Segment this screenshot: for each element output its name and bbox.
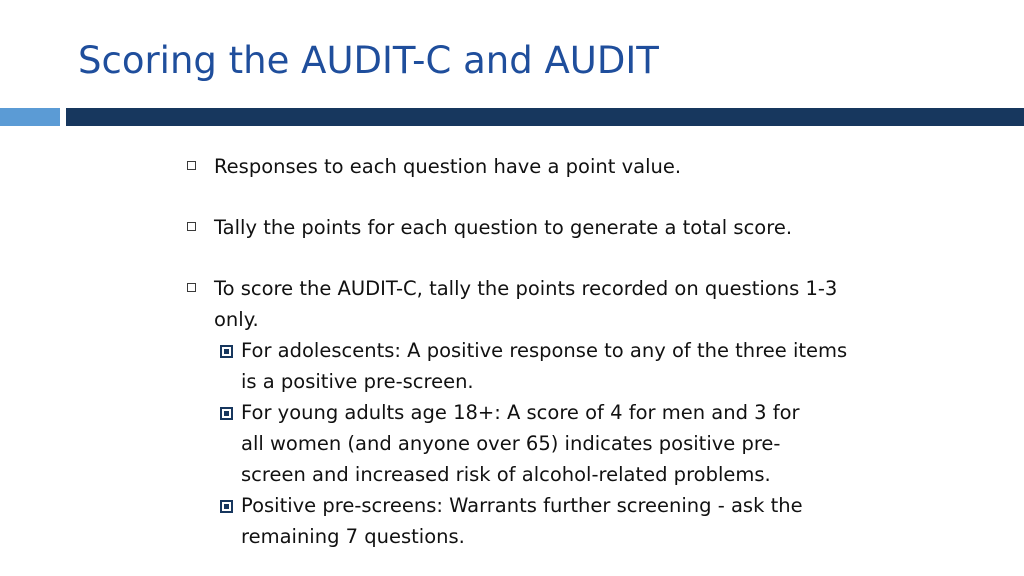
bullet-text-line: only. xyxy=(214,308,259,331)
sub-bullet-text-line: screen and increased risk of alcohol-related problems. xyxy=(241,463,771,486)
sub-bullet-text-line: all women (and anyone over 65) indicates positive pre- xyxy=(241,432,781,455)
sub-bullet-text-line: is a positive pre-screen. xyxy=(241,370,474,393)
sub-bullet-text-line: Positive pre-screens: Warrants further screening - ask the xyxy=(241,494,803,517)
bullet-text: Tally the points for each question to generate a total score. xyxy=(214,216,793,239)
bullet-list xyxy=(184,151,884,552)
sub-bullet-text-line: remaining 7 questions. xyxy=(241,525,465,548)
hollow-square-icon xyxy=(187,222,196,231)
bullet-item xyxy=(184,273,884,335)
bullet-text-line: To score the AUDIT-C, tally the points recorded on questions 1-3 xyxy=(214,277,838,300)
sub-bullet-item xyxy=(184,397,884,490)
slide-title: Scoring the AUDIT-C and AUDIT xyxy=(78,39,659,82)
title-accent-bar xyxy=(0,108,60,126)
boxed-square-icon xyxy=(220,345,233,358)
sub-bullet-text-line: For adolescents: A positive response to any of the three items xyxy=(241,339,848,362)
bullet-text: Responses to each question have a point value. xyxy=(214,155,682,178)
hollow-square-icon xyxy=(187,283,196,292)
boxed-square-icon xyxy=(220,500,233,513)
bullet-item xyxy=(184,212,884,243)
sub-bullet-list xyxy=(184,335,884,552)
sub-bullet-item xyxy=(184,490,884,552)
title-divider-bar xyxy=(66,108,1024,126)
hollow-square-icon xyxy=(187,161,196,170)
sub-bullet-text-line: For young adults age 18+: A score of 4 for men and 3 for xyxy=(241,401,800,424)
bullet-item xyxy=(184,151,884,182)
sub-bullet-item xyxy=(184,335,884,397)
boxed-square-icon xyxy=(220,407,233,420)
